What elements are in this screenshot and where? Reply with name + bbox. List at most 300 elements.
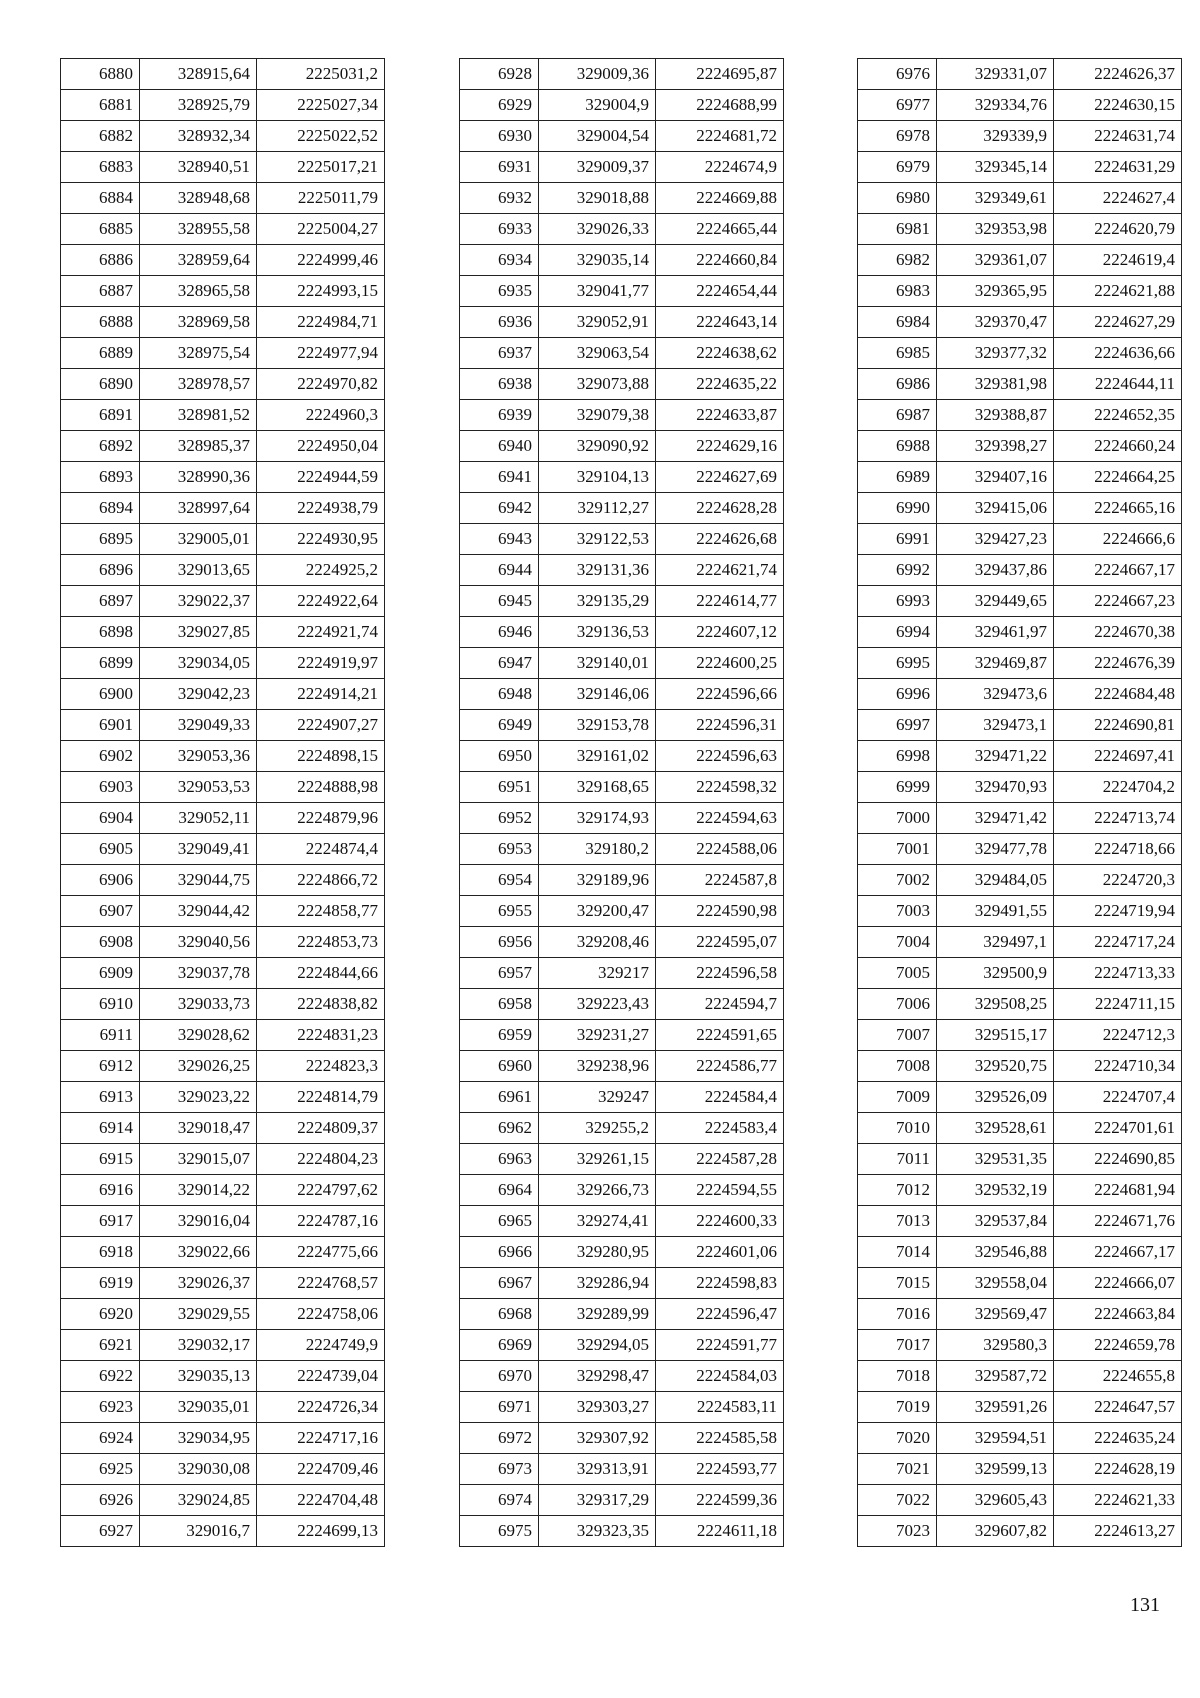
point-number-cell: 6991 [858, 524, 937, 555]
table-row [61, 1299, 385, 1330]
table-row [61, 276, 385, 307]
table-row [61, 1516, 385, 1547]
x-coordinate-cell: 329381,98 [937, 369, 1054, 400]
x-coordinate-cell: 329037,78 [140, 958, 257, 989]
point-number-cell: 6880 [61, 59, 140, 90]
x-coordinate-cell: 329004,9 [539, 90, 656, 121]
y-coordinate-cell: 2224627,4 [1054, 183, 1182, 214]
y-coordinate-cell: 2224914,21 [257, 679, 385, 710]
x-coordinate-cell: 329013,65 [140, 555, 257, 586]
point-number-cell: 7003 [858, 896, 937, 927]
table-row [460, 958, 784, 989]
y-coordinate-cell: 2224591,77 [656, 1330, 784, 1361]
point-number-cell: 6920 [61, 1299, 140, 1330]
point-number-cell: 7001 [858, 834, 937, 865]
table-row [858, 555, 1182, 586]
x-coordinate-cell: 329500,9 [937, 958, 1054, 989]
x-coordinate-cell: 329200,47 [539, 896, 656, 927]
y-coordinate-cell: 2224659,78 [1054, 1330, 1182, 1361]
point-number-cell: 6929 [460, 90, 539, 121]
table-row [858, 1237, 1182, 1268]
y-coordinate-cell: 2224879,96 [257, 803, 385, 834]
y-coordinate-cell: 2224586,77 [656, 1051, 784, 1082]
table-row [61, 214, 385, 245]
y-coordinate-cell: 2224613,27 [1054, 1516, 1182, 1547]
table-row [61, 307, 385, 338]
x-coordinate-cell: 328915,64 [140, 59, 257, 90]
y-coordinate-cell: 2224669,88 [656, 183, 784, 214]
point-number-cell: 6925 [61, 1454, 140, 1485]
y-coordinate-cell: 2224598,83 [656, 1268, 784, 1299]
point-number-cell: 6926 [61, 1485, 140, 1516]
point-number-cell: 6942 [460, 493, 539, 524]
x-coordinate-cell: 328985,37 [140, 431, 257, 462]
y-coordinate-cell: 2224593,77 [656, 1454, 784, 1485]
table-row [460, 586, 784, 617]
table-row [858, 493, 1182, 524]
x-coordinate-cell: 329122,53 [539, 524, 656, 555]
x-coordinate-cell: 329591,26 [937, 1392, 1054, 1423]
point-number-cell: 6922 [61, 1361, 140, 1392]
y-coordinate-cell: 2225022,52 [257, 121, 385, 152]
x-coordinate-cell: 328932,34 [140, 121, 257, 152]
table-row [858, 1423, 1182, 1454]
point-number-cell: 6940 [460, 431, 539, 462]
y-coordinate-cell: 2224711,15 [1054, 989, 1182, 1020]
point-number-cell: 6979 [858, 152, 937, 183]
x-coordinate-cell: 329247 [539, 1082, 656, 1113]
table-row [858, 927, 1182, 958]
page-number: 131 [1130, 1594, 1160, 1616]
y-coordinate-cell: 2224984,71 [257, 307, 385, 338]
table-row [61, 1330, 385, 1361]
point-number-cell: 6982 [858, 245, 937, 276]
x-coordinate-cell: 329016,7 [140, 1516, 257, 1547]
table-row [460, 1268, 784, 1299]
table-row [460, 90, 784, 121]
y-coordinate-cell: 2224950,04 [257, 431, 385, 462]
table-row [460, 1082, 784, 1113]
point-number-cell: 6959 [460, 1020, 539, 1051]
y-coordinate-cell: 2224638,62 [656, 338, 784, 369]
table-row [858, 338, 1182, 369]
y-coordinate-cell: 2224584,4 [656, 1082, 784, 1113]
point-number-cell: 6947 [460, 648, 539, 679]
y-coordinate-cell: 2224596,47 [656, 1299, 784, 1330]
y-coordinate-cell: 2224681,94 [1054, 1175, 1182, 1206]
x-coordinate-cell: 329599,13 [937, 1454, 1054, 1485]
y-coordinate-cell: 2224636,66 [1054, 338, 1182, 369]
point-number-cell: 7016 [858, 1299, 937, 1330]
y-coordinate-cell: 2224601,06 [656, 1237, 784, 1268]
y-coordinate-cell: 2225011,79 [257, 183, 385, 214]
point-number-cell: 6992 [858, 555, 937, 586]
y-coordinate-cell: 2224701,61 [1054, 1113, 1182, 1144]
point-number-cell: 6928 [460, 59, 539, 90]
x-coordinate-cell: 329580,3 [937, 1330, 1054, 1361]
y-coordinate-cell: 2225027,34 [257, 90, 385, 121]
point-number-cell: 6963 [460, 1144, 539, 1175]
y-coordinate-cell: 2224620,79 [1054, 214, 1182, 245]
y-coordinate-cell: 2224600,33 [656, 1206, 784, 1237]
point-number-cell: 6980 [858, 183, 937, 214]
y-coordinate-cell: 2224797,62 [257, 1175, 385, 1206]
point-number-cell: 6905 [61, 834, 140, 865]
x-coordinate-cell: 329018,47 [140, 1113, 257, 1144]
y-coordinate-cell: 2224583,4 [656, 1113, 784, 1144]
table-row [460, 462, 784, 493]
table-row [460, 1330, 784, 1361]
y-coordinate-cell: 2224660,24 [1054, 431, 1182, 462]
x-coordinate-cell: 329238,96 [539, 1051, 656, 1082]
table-row [460, 276, 784, 307]
y-coordinate-cell: 2224809,37 [257, 1113, 385, 1144]
point-number-cell: 7013 [858, 1206, 937, 1237]
x-coordinate-cell: 329461,97 [937, 617, 1054, 648]
point-number-cell: 7019 [858, 1392, 937, 1423]
y-coordinate-cell: 2224633,87 [656, 400, 784, 431]
y-coordinate-cell: 2224853,73 [257, 927, 385, 958]
table-row [858, 772, 1182, 803]
point-number-cell: 6955 [460, 896, 539, 927]
table-row [61, 183, 385, 214]
point-number-cell: 7006 [858, 989, 937, 1020]
y-coordinate-cell: 2224670,38 [1054, 617, 1182, 648]
x-coordinate-cell: 329023,22 [140, 1082, 257, 1113]
point-number-cell: 6938 [460, 369, 539, 400]
coordinate-table-2 [459, 58, 784, 1547]
y-coordinate-cell: 2224823,3 [257, 1051, 385, 1082]
x-coordinate-cell: 329361,07 [937, 245, 1054, 276]
table-row [460, 865, 784, 896]
y-coordinate-cell: 2224599,36 [656, 1485, 784, 1516]
table-row [858, 1361, 1182, 1392]
point-number-cell: 6930 [460, 121, 539, 152]
x-coordinate-cell: 329274,41 [539, 1206, 656, 1237]
table-row [858, 958, 1182, 989]
table-row [858, 1268, 1182, 1299]
table-row [61, 152, 385, 183]
y-coordinate-cell: 2224587,28 [656, 1144, 784, 1175]
table-row [858, 989, 1182, 1020]
x-coordinate-cell: 328959,64 [140, 245, 257, 276]
point-number-cell: 6941 [460, 462, 539, 493]
x-coordinate-cell: 329041,77 [539, 276, 656, 307]
y-coordinate-cell: 2224719,94 [1054, 896, 1182, 927]
point-number-cell: 6936 [460, 307, 539, 338]
table-row [61, 772, 385, 803]
y-coordinate-cell: 2224667,23 [1054, 586, 1182, 617]
y-coordinate-cell: 2224804,23 [257, 1144, 385, 1175]
x-coordinate-cell: 329303,27 [539, 1392, 656, 1423]
x-coordinate-cell: 329052,11 [140, 803, 257, 834]
point-number-cell: 6907 [61, 896, 140, 927]
table-row [61, 865, 385, 896]
y-coordinate-cell: 2224652,35 [1054, 400, 1182, 431]
x-coordinate-cell: 329042,23 [140, 679, 257, 710]
x-coordinate-cell: 329053,36 [140, 741, 257, 772]
point-number-cell: 6931 [460, 152, 539, 183]
point-number-cell: 6908 [61, 927, 140, 958]
point-number-cell: 6884 [61, 183, 140, 214]
table-row [61, 1454, 385, 1485]
y-coordinate-cell: 2224588,06 [656, 834, 784, 865]
point-number-cell: 6993 [858, 586, 937, 617]
y-coordinate-cell: 2224888,98 [257, 772, 385, 803]
y-coordinate-cell: 2224667,17 [1054, 555, 1182, 586]
x-coordinate-cell: 329437,86 [937, 555, 1054, 586]
table-row [460, 617, 784, 648]
point-number-cell: 7018 [858, 1361, 937, 1392]
y-coordinate-cell: 2224631,29 [1054, 152, 1182, 183]
table-row [61, 1268, 385, 1299]
x-coordinate-cell: 329339,9 [937, 121, 1054, 152]
table-row [61, 834, 385, 865]
x-coordinate-cell: 329135,29 [539, 586, 656, 617]
y-coordinate-cell: 2224749,9 [257, 1330, 385, 1361]
table-row [858, 1206, 1182, 1237]
table-row [61, 741, 385, 772]
table-row [858, 400, 1182, 431]
y-coordinate-cell: 2224627,29 [1054, 307, 1182, 338]
point-number-cell: 6965 [460, 1206, 539, 1237]
point-number-cell: 6975 [460, 1516, 539, 1547]
y-coordinate-cell: 2224999,46 [257, 245, 385, 276]
y-coordinate-cell: 2224594,63 [656, 803, 784, 834]
point-number-cell: 6894 [61, 493, 140, 524]
point-number-cell: 6943 [460, 524, 539, 555]
table-row [61, 1175, 385, 1206]
point-number-cell: 6981 [858, 214, 937, 245]
y-coordinate-cell: 2224583,11 [656, 1392, 784, 1423]
table-row [858, 834, 1182, 865]
y-coordinate-cell: 2225004,27 [257, 214, 385, 245]
table-row [61, 1392, 385, 1423]
y-coordinate-cell: 2224921,74 [257, 617, 385, 648]
x-coordinate-cell: 329189,96 [539, 865, 656, 896]
y-coordinate-cell: 2224938,79 [257, 493, 385, 524]
x-coordinate-cell: 329261,15 [539, 1144, 656, 1175]
point-number-cell: 6984 [858, 307, 937, 338]
x-coordinate-cell: 329079,38 [539, 400, 656, 431]
table-row [460, 1020, 784, 1051]
y-coordinate-cell: 2224697,41 [1054, 741, 1182, 772]
x-coordinate-cell: 329569,47 [937, 1299, 1054, 1330]
x-coordinate-cell: 329049,33 [140, 710, 257, 741]
y-coordinate-cell: 2224688,99 [656, 90, 784, 121]
point-number-cell: 6900 [61, 679, 140, 710]
x-coordinate-cell: 329009,36 [539, 59, 656, 90]
x-coordinate-cell: 329331,07 [937, 59, 1054, 90]
y-coordinate-cell: 2224590,98 [656, 896, 784, 927]
x-coordinate-cell: 329131,36 [539, 555, 656, 586]
y-coordinate-cell: 2224775,66 [257, 1237, 385, 1268]
table-row [61, 1082, 385, 1113]
table-row [858, 648, 1182, 679]
y-coordinate-cell: 2225017,21 [257, 152, 385, 183]
point-number-cell: 6969 [460, 1330, 539, 1361]
y-coordinate-cell: 2224970,82 [257, 369, 385, 400]
point-number-cell: 6935 [460, 276, 539, 307]
point-number-cell: 6895 [61, 524, 140, 555]
y-coordinate-cell: 2224704,2 [1054, 772, 1182, 803]
point-number-cell: 6924 [61, 1423, 140, 1454]
table-row [858, 307, 1182, 338]
y-coordinate-cell: 2224944,59 [257, 462, 385, 493]
x-coordinate-cell: 329365,95 [937, 276, 1054, 307]
table-row [460, 245, 784, 276]
table-row [61, 431, 385, 462]
x-coordinate-cell: 329040,56 [140, 927, 257, 958]
y-coordinate-cell: 2224635,22 [656, 369, 784, 400]
x-coordinate-cell: 329035,14 [539, 245, 656, 276]
y-coordinate-cell: 2224629,16 [656, 431, 784, 462]
y-coordinate-cell: 2224600,25 [656, 648, 784, 679]
point-number-cell: 6976 [858, 59, 937, 90]
y-coordinate-cell: 2224930,95 [257, 524, 385, 555]
table-row [61, 803, 385, 834]
point-number-cell: 7010 [858, 1113, 937, 1144]
point-number-cell: 6954 [460, 865, 539, 896]
y-coordinate-cell: 2224584,03 [656, 1361, 784, 1392]
x-coordinate-cell: 329471,42 [937, 803, 1054, 834]
point-number-cell: 6973 [460, 1454, 539, 1485]
point-number-cell: 6985 [858, 338, 937, 369]
coordinate-table-1 [60, 58, 385, 1547]
table-row [858, 1299, 1182, 1330]
table-row [460, 772, 784, 803]
point-number-cell: 6948 [460, 679, 539, 710]
table-row [460, 1516, 784, 1547]
table-row [460, 214, 784, 245]
table-row [61, 338, 385, 369]
y-coordinate-cell: 2224758,06 [257, 1299, 385, 1330]
y-coordinate-cell: 2224712,3 [1054, 1020, 1182, 1051]
table-row [858, 90, 1182, 121]
x-coordinate-cell: 329473,6 [937, 679, 1054, 710]
y-coordinate-cell: 2224611,18 [656, 1516, 784, 1547]
x-coordinate-cell: 329469,87 [937, 648, 1054, 679]
x-coordinate-cell: 329208,46 [539, 927, 656, 958]
table-row [460, 1485, 784, 1516]
x-coordinate-cell: 328975,54 [140, 338, 257, 369]
y-coordinate-cell: 2224676,39 [1054, 648, 1182, 679]
table-row [858, 741, 1182, 772]
point-number-cell: 6937 [460, 338, 539, 369]
table-row [460, 121, 784, 152]
x-coordinate-cell: 328981,52 [140, 400, 257, 431]
table-row [858, 183, 1182, 214]
x-coordinate-cell: 329526,09 [937, 1082, 1054, 1113]
x-coordinate-cell: 329491,55 [937, 896, 1054, 927]
table-row [460, 493, 784, 524]
point-number-cell: 6892 [61, 431, 140, 462]
x-coordinate-cell: 329044,42 [140, 896, 257, 927]
point-number-cell: 6913 [61, 1082, 140, 1113]
point-number-cell: 6891 [61, 400, 140, 431]
point-number-cell: 6946 [460, 617, 539, 648]
x-coordinate-cell: 329049,41 [140, 834, 257, 865]
point-number-cell: 6893 [61, 462, 140, 493]
table-row [61, 462, 385, 493]
x-coordinate-cell: 328978,57 [140, 369, 257, 400]
x-coordinate-cell: 328940,51 [140, 152, 257, 183]
point-number-cell: 7020 [858, 1423, 937, 1454]
x-coordinate-cell: 329427,23 [937, 524, 1054, 555]
table-row [61, 1051, 385, 1082]
point-number-cell: 6944 [460, 555, 539, 586]
y-coordinate-cell: 2224621,33 [1054, 1485, 1182, 1516]
point-number-cell: 6966 [460, 1237, 539, 1268]
x-coordinate-cell: 329531,35 [937, 1144, 1054, 1175]
point-number-cell: 6958 [460, 989, 539, 1020]
point-number-cell: 6950 [460, 741, 539, 772]
x-coordinate-cell: 329052,91 [539, 307, 656, 338]
point-number-cell: 6997 [858, 710, 937, 741]
x-coordinate-cell: 329594,51 [937, 1423, 1054, 1454]
table-row [858, 1330, 1182, 1361]
y-coordinate-cell: 2224713,33 [1054, 958, 1182, 989]
table-row [858, 617, 1182, 648]
x-coordinate-cell: 329033,73 [140, 989, 257, 1020]
point-number-cell: 6912 [61, 1051, 140, 1082]
point-number-cell: 7000 [858, 803, 937, 834]
point-number-cell: 7005 [858, 958, 937, 989]
x-coordinate-cell: 329470,93 [937, 772, 1054, 803]
y-coordinate-cell: 2224960,3 [257, 400, 385, 431]
point-number-cell: 7007 [858, 1020, 937, 1051]
table-row [61, 1144, 385, 1175]
table-row [858, 1485, 1182, 1516]
table-row [460, 1113, 784, 1144]
table-row [858, 121, 1182, 152]
y-coordinate-cell: 2224919,97 [257, 648, 385, 679]
y-coordinate-cell: 2224654,44 [656, 276, 784, 307]
point-number-cell: 6927 [61, 1516, 140, 1547]
x-coordinate-cell: 329307,92 [539, 1423, 656, 1454]
x-coordinate-cell: 329053,53 [140, 772, 257, 803]
y-coordinate-cell: 2224718,66 [1054, 834, 1182, 865]
point-number-cell: 7022 [858, 1485, 937, 1516]
x-coordinate-cell: 329587,72 [937, 1361, 1054, 1392]
table-row [858, 431, 1182, 462]
table-row [61, 927, 385, 958]
table-row [858, 1051, 1182, 1082]
table-row [61, 369, 385, 400]
y-coordinate-cell: 2224614,77 [656, 586, 784, 617]
y-coordinate-cell: 2224717,24 [1054, 927, 1182, 958]
table-row [61, 958, 385, 989]
y-coordinate-cell: 2224838,82 [257, 989, 385, 1020]
x-coordinate-cell: 329398,27 [937, 431, 1054, 462]
x-coordinate-cell: 328955,58 [140, 214, 257, 245]
y-coordinate-cell: 2224595,07 [656, 927, 784, 958]
y-coordinate-cell: 2224607,12 [656, 617, 784, 648]
x-coordinate-cell: 329026,37 [140, 1268, 257, 1299]
point-number-cell: 6968 [460, 1299, 539, 1330]
x-coordinate-cell: 329266,73 [539, 1175, 656, 1206]
y-coordinate-cell: 2224655,8 [1054, 1361, 1182, 1392]
table-row [61, 555, 385, 586]
table-row [460, 648, 784, 679]
x-coordinate-cell: 329528,61 [937, 1113, 1054, 1144]
point-number-cell: 7011 [858, 1144, 937, 1175]
x-coordinate-cell: 329014,22 [140, 1175, 257, 1206]
y-coordinate-cell: 2224627,69 [656, 462, 784, 493]
x-coordinate-cell: 329030,08 [140, 1454, 257, 1485]
y-coordinate-cell: 2224925,2 [257, 555, 385, 586]
point-number-cell: 6998 [858, 741, 937, 772]
